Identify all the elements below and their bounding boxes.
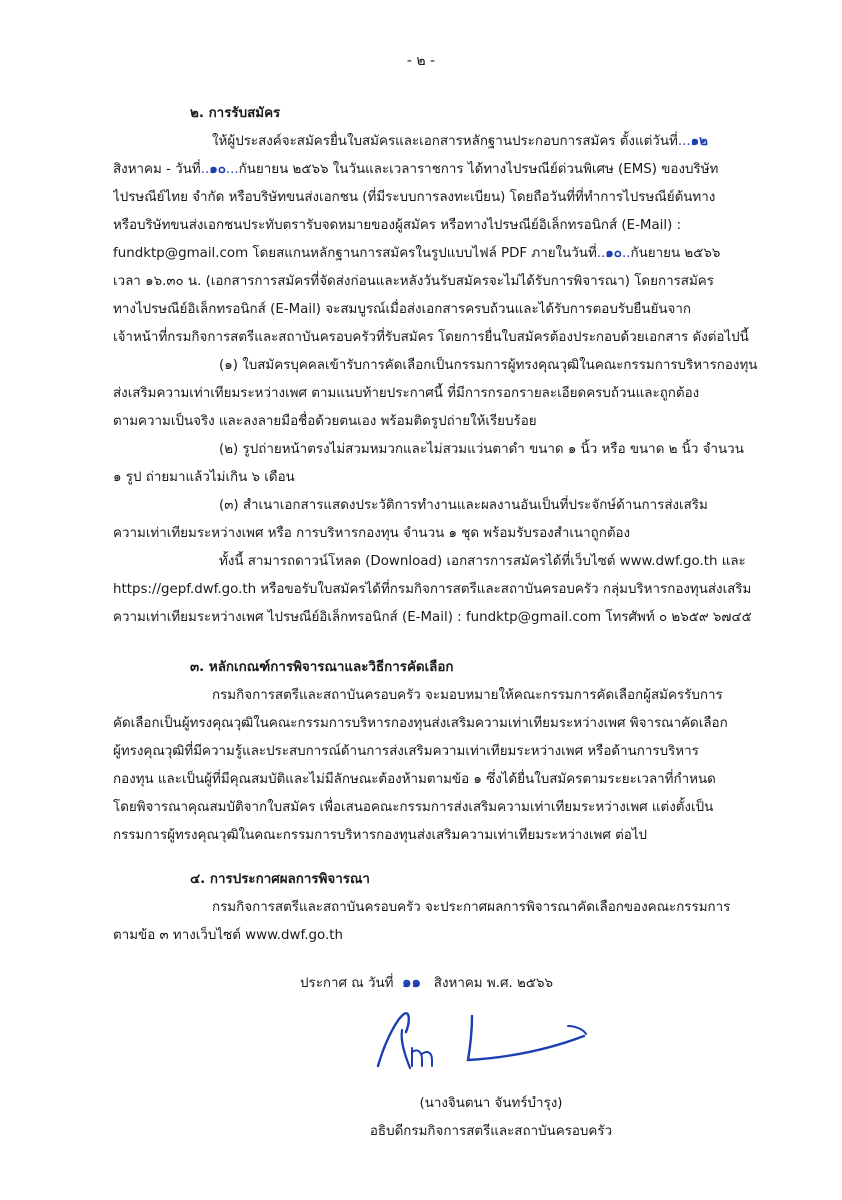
text-run: สิงหาคม - วันที่ — [113, 162, 201, 177]
download-note: ทั้งนี้ สามารถดาวน์โหลด (Download) เอกสารการสมัครได้ที่เว็บไซต์ www.dwf.go.th และ — [219, 554, 746, 569]
paragraph-line: ๑ รูป ถ่ายมาแล้วไม่เกิน ๖ เดือน — [113, 470, 295, 485]
paragraph-line: ตามข้อ ๓ ทางเว็บไซต์ www.dwf.go.th — [113, 928, 343, 943]
handwritten-date: ๑๒ — [690, 134, 708, 149]
handwritten-date: ๑๐ — [209, 162, 226, 177]
paragraph-line: ทางไปรษณีย์อิเล็กทรอนิกส์ (E-Mail) จะสมบูรณ์เมื่อส่งเอกสารครบถ้วนและได้รับการตอบรับยืนยันจาก — [113, 302, 692, 317]
handwritten-date: ๑๐ — [605, 246, 622, 261]
paragraph-line: fundktp@gmail.com โดยสแกนหลักฐานการสมัครในรูปแบบไฟล์ PDF ภายในวันที่..๑๐..กันยายน ๒๕๖๖ — [113, 246, 721, 261]
signature-image — [372, 1008, 602, 1080]
paragraph-line: เจ้าหน้าที่กรมกิจการสตรีและสถาบันครอบครัวที่รับสมัคร โดยการยื่นใบสมัครต้องประกอบด้วยเอกสาร ดังต่อไปนี้ — [113, 330, 749, 345]
paragraph-line: https://gepf.dwf.go.th หรือขอรับใบสมัครได้ที่กรมกิจการสตรีและสถาบันครอบครัว กลุ่มบริหารกองทุนส่งเสริม — [113, 582, 752, 597]
section-3-heading: ๓. หลักเกณฑ์การพิจารณาและวิธีการคัดเลือก — [190, 660, 454, 675]
paragraph-line: กรมกิจการสตรีและสถาบันครอบครัว จะประกาศผลการพิจารณาคัดเลือกของคณะกรรมการ — [212, 900, 731, 915]
text-run: ให้ผู้ประสงค์จะสมัครยื่นใบสมัครและเอกสารหลักฐานประกอบการสมัคร ตั้งแต่วันที่ — [212, 134, 678, 149]
paragraph-line: ความเท่าเทียมระหว่างเพศ หรือ การบริหารกองทุน จำนวน ๑ ชุด พร้อมรับรองสำเนาถูกต้อง — [113, 526, 631, 541]
section-2 — [113, 100, 763, 632]
paragraph-line: สิงหาคม - วันที่..๑๐...กันยายน ๒๕๖๖ ในวันและเวลาราชการ ได้ทางไปรษณีย์ด่วนพิเศษ (EMS) ของบริษัท — [113, 162, 719, 177]
paragraph-line: ความเท่าเทียมระหว่างเพศ ไปรษณีย์อิเล็กทรอนิกส์ (E-Mail) : fundktp@gmail.com โทรศัพท์ ๐ ๒๖๕๙ ๖๗๔๕ — [113, 610, 752, 625]
announcement-line — [300, 968, 720, 996]
signatory-title: อธิบดีกรมกิจการสตรีและสถาบันครอบครัว — [369, 1124, 613, 1139]
text-run: สิงหาคม พ.ศ. ๒๕๖๖ — [433, 976, 553, 991]
paragraph-line: ตามความเป็นจริง และลงลายมือชื่อด้วยตนเอง พร้อมติดรูปถ่ายให้เรียบร้อย — [113, 414, 537, 429]
handwritten-day: ๑๑ — [401, 973, 422, 991]
paragraph-line: กรรมการผู้ทรงคุณวุฒิในคณะกรรมการบริหารกองทุนส่งเสริมความเท่าเทียมระหว่างเพศ ต่อไป — [113, 828, 648, 843]
text-run: ประกาศ ณ วันที่ — [300, 976, 394, 991]
paragraph-line: ส่งเสริมความเท่าเทียมระหว่างเพศ ตามแนบท้ายประกาศนี้ ที่มีการกรอกรายละเอียดครบถ้วนและถูกต้อง — [113, 386, 700, 401]
paragraph-line: ให้ผู้ประสงค์จะสมัครยื่นใบสมัครและเอกสารหลักฐานประกอบการสมัคร ตั้งแต่วันที่...๑๒ — [212, 134, 708, 149]
section-2-heading: ๒. การรับสมัคร — [190, 106, 281, 121]
page-number: - ๒ - — [406, 53, 436, 69]
paragraph-line: คัดเลือกเป็นผู้ทรงคุณวุฒิในคณะกรรมการบริหารกองทุนส่งเสริมความเท่าเทียมระหว่างเพศ พิจารณาคัดเลือก — [113, 716, 728, 731]
text-run: กันยายน ๒๕๖๖ ในวันและเวลาราชการ ได้ทางไปรษณีย์ด่วนพิเศษ (EMS) ของบริษัท — [238, 162, 719, 177]
section-4-heading: ๔. การประกาศผลการพิจารณา — [190, 872, 370, 887]
announcement-date — [300, 968, 720, 996]
paragraph-line: โดยพิจารณาคุณสมบัติจากใบสมัคร เพื่อเสนอคณะกรรมการส่งเสริมความเท่าเทียมระหว่างเพศ แต่งตั้งเป็น — [113, 800, 714, 815]
section-3 — [113, 654, 763, 850]
paragraph-line: กรมกิจการสตรีและสถาบันครอบครัว จะมอบหมายให้คณะกรรมการคัดเลือกผู้สมัครรับการ — [212, 688, 723, 703]
list-item-1: (๑) ใบสมัครบุคคลเข้ารับการคัดเลือกเป็นกรรมการผู้ทรงคุณวุฒิในคณะกรรมการบริหารกองทุน — [219, 358, 758, 373]
paragraph-line: ผู้ทรงคุณวุฒิที่มีความรู้และประสบการณ์ด้านการส่งเสริมความเท่าเทียมระหว่างเพศ หรือด้านการบริหาร — [113, 744, 699, 759]
section-4 — [113, 866, 763, 950]
paragraph-line: หรือบริษัทขนส่งเอกชนประทับตรารับจดหมายของผู้สมัคร หรือทางไปรษณีย์อิเล็กทรอนิกส์ (E-Mail) : — [113, 218, 682, 233]
paragraph-line: กองทุน และเป็นผู้ที่มีคุณสมบัติและไม่มีลักษณะต้องห้ามตามข้อ ๑ ซึ่งได้ยื่นใบสมัครตามระยะเวลาที่กำหนด — [113, 772, 716, 787]
paragraph-line: ไปรษณีย์ไทย จำกัด หรือบริษัทขนส่งเอกชน (ที่มีระบบการลงทะเบียน) โดยถือวันที่ที่ทำการไปรษณีย์ต้นทาง — [113, 190, 716, 205]
text-run: fundktp@gmail.com โดยสแกนหลักฐานการสมัครในรูปแบบไฟล์ PDF ภายในวันที่ — [113, 246, 597, 261]
list-item-3: (๓) สำเนาเอกสารแสดงประวัติการทำงานและผลงานอันเป็นที่ประจักษ์ด้านการส่งเสริม — [219, 498, 708, 513]
list-item-2: (๒) รูปถ่ายหน้าตรงไม่สวมหมวกและไม่สวมแว่นตาดำ ขนาด ๑ นิ้ว หรือ ขนาด ๒ นิ้ว จำนวน — [219, 442, 744, 457]
signatory-name: (นางจินตนา จันทร์บำรุง) — [419, 1096, 563, 1111]
paragraph-line: เวลา ๑๖.๓๐ น. (เอกสารการสมัครที่จัดส่งก่อนและหลังวันรับสมัครจะไม่ได้รับการพิจารณา) โดยการสมัคร — [113, 274, 714, 289]
text-run: กันยายน ๒๕๖๖ — [630, 246, 721, 261]
